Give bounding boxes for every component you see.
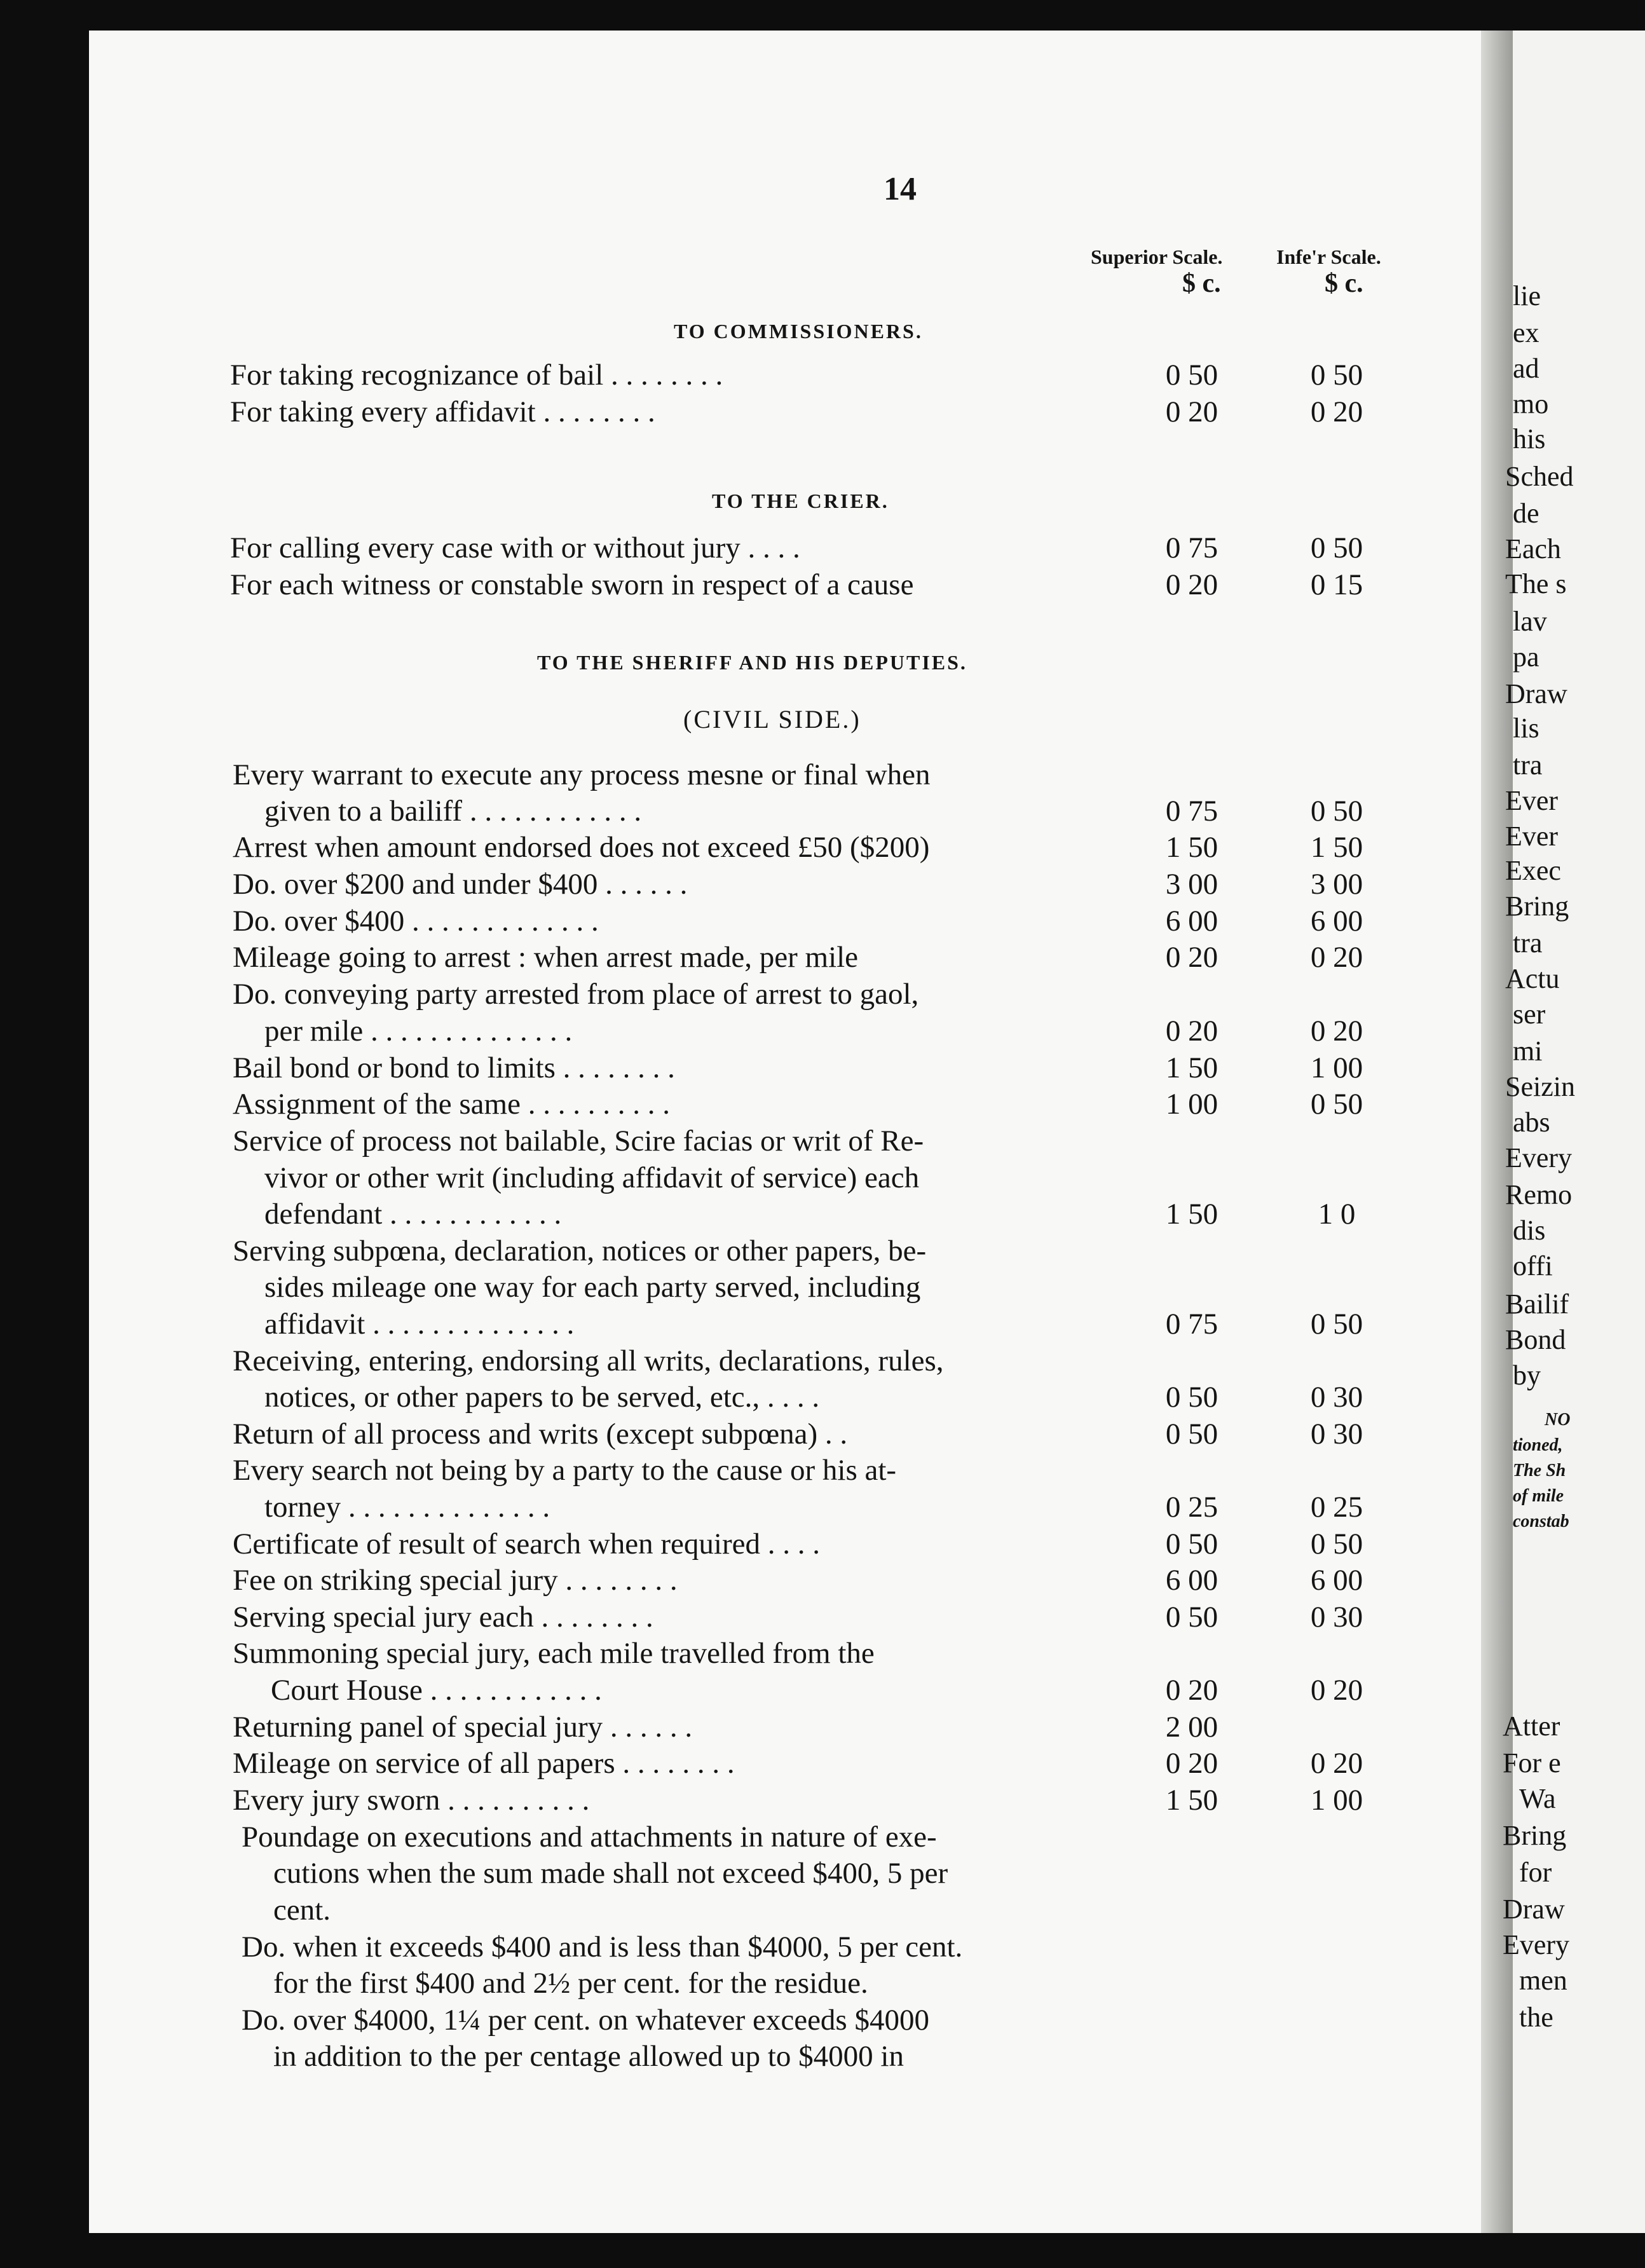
amount-inferior: 0 20 [1310, 1014, 1363, 1048]
facing-page-fragment: The s [1505, 568, 1567, 599]
facing-page-fragment: Remo [1505, 1179, 1573, 1210]
facing-page-fragment: ex [1513, 317, 1539, 348]
section-commissioners: TO COMMISSIONERS. [674, 320, 923, 343]
amount-inferior: 3 00 [1310, 868, 1363, 901]
amount-inferior: 0 30 [1310, 1601, 1363, 1634]
facing-page-fragment: by [1513, 1360, 1541, 1391]
fee-line: cent. [273, 1894, 331, 1927]
page [89, 31, 1487, 2233]
amount-superior: 0 50 [1165, 1527, 1218, 1561]
fee-line: Every warrant to execute any process mesne or final when [233, 758, 931, 791]
facing-page-fragment: lie [1513, 280, 1541, 311]
facing-page-fragment: pa [1513, 641, 1539, 673]
facing-page-fragment: abs [1513, 1107, 1550, 1138]
amount-inferior: 0 50 [1310, 359, 1363, 392]
fee-line: Do. over $4000, 1¼ per cent. on whatever exceeds $4000 [242, 2004, 929, 2037]
inferior-scale-units: $ c. [1325, 269, 1363, 298]
fee-line: Every jury sworn . . . . . . . . . . [233, 1784, 590, 1817]
amount-superior: 0 20 [1165, 395, 1218, 428]
section-crier: TO THE CRIER. [712, 489, 889, 512]
facing-page-fragment: tra [1513, 749, 1543, 781]
facing-page-fragment: ad [1513, 353, 1539, 384]
amount-superior: 0 20 [1165, 1747, 1218, 1780]
fee-line: Returning panel of special jury . . . . . . [233, 1711, 693, 1744]
fee-line: For calling every case with or without jury . . . . [230, 531, 800, 564]
fee-line: For taking recognizance of bail . . . . . . . . [230, 359, 723, 392]
fee-line: Do. over $400 . . . . . . . . . . . . . [233, 905, 599, 938]
amount-inferior: 1 00 [1310, 1051, 1363, 1084]
facing-page-fragment: Draw [1505, 678, 1567, 709]
facing-page-fragment: For e [1503, 1747, 1561, 1779]
fee-line: sides mileage one way for each party served, including [264, 1271, 921, 1304]
facing-page-fragment: Bailif [1505, 1288, 1569, 1320]
amount-inferior: 1 00 [1310, 1784, 1363, 1817]
amount-inferior: 0 50 [1310, 531, 1363, 564]
fee-line: Service of process not bailable, Scire facias or writ of Re- [233, 1124, 924, 1158]
amount-superior: 0 50 [1165, 1381, 1218, 1414]
facing-page-fragment: Every [1505, 1142, 1573, 1173]
page-number: 14 [884, 171, 917, 207]
amount-superior: 1 50 [1165, 831, 1218, 864]
facing-page-note: NO [1545, 1410, 1571, 1430]
amount-inferior: 1 0 [1318, 1198, 1356, 1231]
fee-line: Certificate of result of search when required . . . . [233, 1527, 820, 1561]
fee-line: per mile . . . . . . . . . . . . . . [264, 1014, 573, 1048]
facing-page-fragment: Ever [1505, 821, 1559, 852]
amount-superior: 1 50 [1165, 1784, 1218, 1817]
facing-page-fragment: mi [1513, 1035, 1543, 1067]
amount-inferior: 0 30 [1310, 1418, 1363, 1451]
facing-page-fragment: Sched [1505, 461, 1574, 492]
facing-page-fragment: Ever [1505, 785, 1559, 816]
fee-line: Do. when it exceeds $400 and is less than $4000, 5 per cent. [242, 1930, 963, 1964]
facing-page-fragment: tra [1513, 927, 1543, 959]
fee-line: Arrest when amount endorsed does not exceed £50 ($200) [233, 831, 930, 864]
facing-page-fragment: the [1519, 2002, 1553, 2033]
fee-line: Poundage on executions and attachments in nature of exe- [242, 1821, 937, 1854]
amount-superior: 3 00 [1165, 868, 1218, 901]
amount-inferior: 6 00 [1310, 905, 1363, 938]
facing-page-fragment: dis [1513, 1215, 1546, 1246]
fee-line: vivor or other writ (including affidavit of service) each [264, 1161, 920, 1194]
amount-inferior: 0 50 [1310, 795, 1363, 828]
amount-superior: 0 20 [1165, 1014, 1218, 1048]
fee-line: For each witness or constable sworn in respect of a cause [230, 568, 914, 601]
fee-line: affidavit . . . . . . . . . . . . . . [264, 1308, 575, 1341]
facing-page-note: of mile [1513, 1486, 1564, 1506]
section-sheriff: TO THE SHERIFF AND HIS DEPUTIES. [537, 651, 967, 674]
fee-line: Every search not being by a party to the cause or his at- [233, 1454, 897, 1487]
superior-scale-header: Superior Scale. [1091, 245, 1223, 268]
facing-page-note: tioned, [1513, 1435, 1563, 1455]
amount-inferior: 0 50 [1310, 1308, 1363, 1341]
amount-inferior: 0 25 [1310, 1491, 1363, 1524]
facing-page-fragment: de [1513, 498, 1539, 529]
facing-page-fragment: mo [1513, 388, 1549, 420]
facing-page-fragment: Bring [1503, 1820, 1567, 1851]
fee-line: in addition to the per centage allowed up to $4000 in [273, 2040, 904, 2073]
fee-line: Assignment of the same . . . . . . . . . . [233, 1088, 670, 1121]
fee-line: Mileage going to arrest : when arrest made, per mile [233, 941, 859, 974]
facing-page-fragment: for [1519, 1857, 1552, 1888]
facing-page-fragment: men [1519, 1965, 1567, 1996]
fee-line: Serving special jury each . . . . . . . . [233, 1601, 653, 1634]
amount-inferior: 0 50 [1310, 1088, 1363, 1121]
fee-line: given to a bailiff . . . . . . . . . . . . [264, 795, 642, 828]
amount-superior: 6 00 [1165, 905, 1218, 938]
fee-line: Serving subpœna, declaration, notices or other papers, be- [233, 1234, 927, 1267]
facing-page-fragment: Each [1505, 533, 1561, 564]
amount-superior: 0 75 [1165, 1308, 1218, 1341]
amount-superior: 0 20 [1165, 1674, 1218, 1707]
fee-line: Fee on striking special jury . . . . . . . . [233, 1564, 678, 1597]
amount-superior: 1 00 [1165, 1088, 1218, 1121]
amount-superior: 1 50 [1165, 1051, 1218, 1084]
facing-page-fragment: Bring [1505, 891, 1569, 922]
amount-inferior: 0 50 [1310, 1527, 1363, 1561]
facing-page-strip [1503, 31, 1645, 2233]
amount-inferior: 0 20 [1310, 395, 1363, 428]
facing-page-fragment: Exec [1505, 855, 1561, 886]
amount-inferior: 0 30 [1310, 1381, 1363, 1414]
facing-page-note: constab [1513, 1512, 1569, 1531]
amount-inferior: 0 20 [1310, 941, 1363, 974]
amount-superior: 0 20 [1165, 941, 1218, 974]
fee-line: torney . . . . . . . . . . . . . . [264, 1491, 550, 1524]
facing-page-fragment: Bond [1505, 1324, 1566, 1355]
fee-line: Do. conveying party arrested from place of arrest to gaol, [233, 978, 919, 1011]
facing-page-fragment: Atter [1503, 1711, 1560, 1742]
fee-line: cutions when the sum made shall not exceed $400, 5 per [273, 1857, 948, 1890]
fee-line: Court House . . . . . . . . . . . . [271, 1674, 602, 1707]
amount-superior: 0 20 [1165, 568, 1218, 601]
facing-page-fragment: ser [1513, 999, 1546, 1030]
facing-page-fragment: lis [1513, 713, 1539, 744]
fee-line: Bail bond or bond to limits . . . . . . . . [233, 1051, 675, 1084]
facing-page-fragment: his [1513, 423, 1546, 454]
inferior-scale-header: Infe'r Scale. [1276, 245, 1381, 268]
facing-page-fragment: offi [1513, 1250, 1553, 1281]
fee-line: defendant . . . . . . . . . . . . [264, 1198, 562, 1231]
fee-line: Receiving, entering, endorsing all writs, declarations, rules, [233, 1344, 944, 1377]
amount-superior: 0 50 [1165, 1418, 1218, 1451]
facing-page-fragment: Draw [1503, 1894, 1565, 1925]
amount-superior: 2 00 [1165, 1711, 1218, 1744]
fee-line: Return of all process and writs (except subpœna) . . [233, 1418, 848, 1451]
facing-page-fragment: Wa [1519, 1783, 1556, 1814]
amount-superior: 6 00 [1165, 1564, 1218, 1597]
section-civil-side: (CIVIL SIDE.) [683, 705, 861, 734]
fee-line: Summoning special jury, each mile travelled from the [233, 1637, 875, 1670]
fee-line: for the first $400 and 2½ per cent. for the residue. [273, 1967, 868, 2000]
amount-inferior: 0 15 [1310, 568, 1363, 601]
superior-scale-units: $ c. [1182, 269, 1221, 298]
amount-inferior: 0 20 [1310, 1674, 1363, 1707]
amount-superior: 0 50 [1165, 359, 1218, 392]
facing-page-fragment: Seizin [1505, 1071, 1575, 1102]
amount-superior: 0 50 [1165, 1601, 1218, 1634]
amount-inferior: 6 00 [1310, 1564, 1363, 1597]
fee-line: For taking every affidavit . . . . . . . . [230, 395, 655, 428]
fee-line: notices, or other papers to be served, etc., . . . . [264, 1381, 820, 1414]
facing-page-note: The Sh [1513, 1461, 1566, 1480]
fee-line: Mileage on service of all papers . . . . . . . . [233, 1747, 735, 1780]
amount-inferior: 1 50 [1310, 831, 1363, 864]
facing-page-fragment: Actu [1505, 963, 1560, 994]
amount-inferior: 0 20 [1310, 1747, 1363, 1780]
amount-superior: 0 25 [1165, 1491, 1218, 1524]
fee-line: Do. over $200 and under $400 . . . . . . [233, 868, 688, 901]
facing-page-fragment: lav [1513, 606, 1547, 637]
amount-superior: 1 50 [1165, 1198, 1218, 1231]
amount-superior: 0 75 [1165, 531, 1218, 564]
amount-superior: 0 75 [1165, 795, 1218, 828]
facing-page-fragment: Every [1503, 1929, 1570, 1960]
